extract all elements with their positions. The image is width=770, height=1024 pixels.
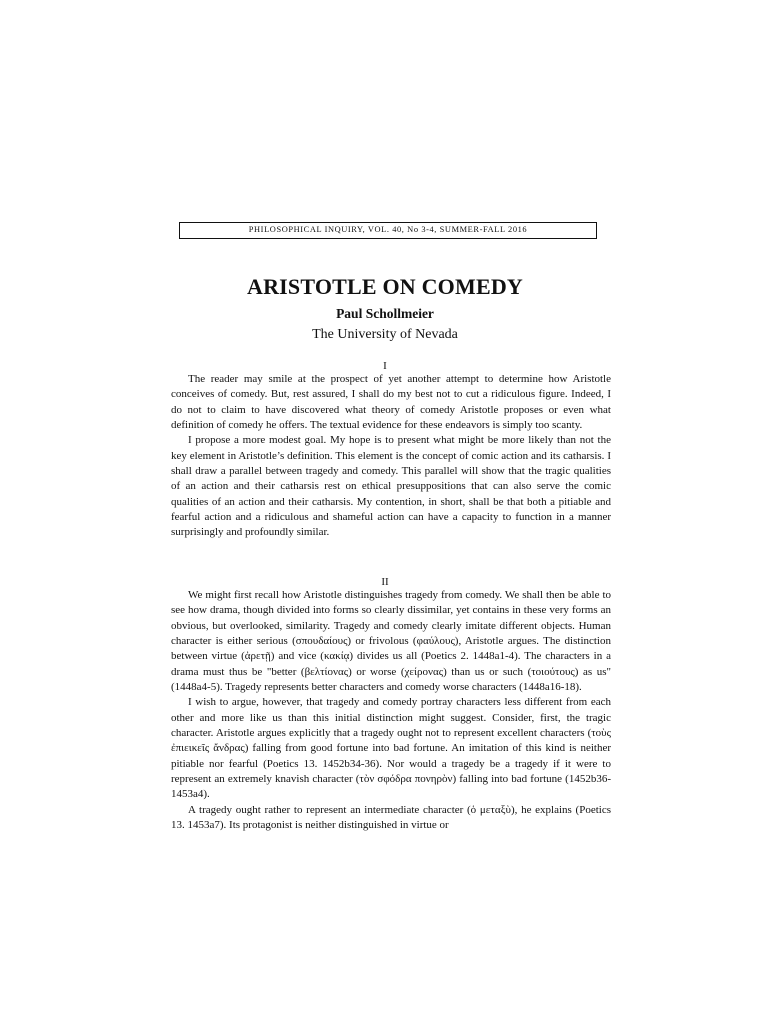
paragraph: We might first recall how Aristotle distinguishes tragedy from comedy. We shall then be able to see how drama, though divided into forms so clearly dissimilar, yet contains in these very forms an obvious, but overlooked, similarity. Tragedy and comedy clearly imitate different objects. Human character is either serious (σπουδαίους) or frivolous (φαύλους), Aristotle argues. The distinction between virtue (ἀρετῇ) and vice (κακίᾳ) divides us all (Poetics 2. 1448a1-4). The characters in a drama must thus be "better (βελτίονας) or worse (χείρονας) than us or such (τοιούτους) as us" (1448a4-5). Tragedy represents better characters and comedy worse characters (1448a16-18). <box>171 589 611 694</box>
author-affiliation: The University of Nevada <box>312 327 458 342</box>
paragraph: The reader may smile at the prospect of yet another attempt to determine how Aristotle conceives of comedy. But, rest assured, I shall do my best not to cut a ridiculous figure. Indeed, I do not to claim to have discovered what theory of comedy Aristotle proposes or even what definition of comedy he offers. The textual evidence for these endeavors is simply too scanty. <box>171 373 611 432</box>
author-name: Paul Schollmeier <box>336 306 434 321</box>
section-2-body <box>171 588 611 834</box>
paper-title: ARISTOTLE ON COMEDY <box>247 274 523 299</box>
section-heading-2: II <box>381 576 389 588</box>
section-heading-1: I <box>383 360 387 372</box>
paragraph: I propose a more modest goal. My hope is to present what might be more likely than not the key element in Aristotle’s definition. This element is the concept of comic action and its catharsis. I shall draw a parallel between tragedy and comedy. This parallel will show that the tragic qualities of an action and their catharsis rest on ethical presuppositions that can also serve the comic qualities of an action and their catharsis. My contention, in short, shall be that both a pitiable and fearful action and a ridiculous and shameful action can have a capacity to function in a manner surprisingly and profoundly similar. <box>171 434 611 539</box>
paragraph: A tragedy ought rather to represent an intermediate character (ὁ μεταξὺ), he explains (Poetics 13. 1453a7). Its protagonist is neither distinguished in virtue or <box>171 803 611 832</box>
paragraph: I wish to argue, however, that tragedy and comedy portray characters less different from each other and more like us than this initial distinction might suggest. Consider, first, the tragic character. Aristotle argues explicitly that a tragedy ought not to represent excellent characters (τοὺς ἐπιεικεῖς ἄνδρας) falling from good fortune into bad fortune. An imitation of this kind is neither pitiable nor fearful (Poetics 13. 1452b34-36). Nor would a tragedy be a tragedy if it were to represent an extremely knavish character (τὸν σφόδρα πονηρὸν) falling into bad fortune (1452b36-1453a4). <box>171 696 611 801</box>
journal-header: PHILOSOPHICAL INQUIRY, VOL. 40, No 3-4, SUMMER-FALL 2016 <box>179 222 597 239</box>
section-1-body <box>171 372 611 541</box>
